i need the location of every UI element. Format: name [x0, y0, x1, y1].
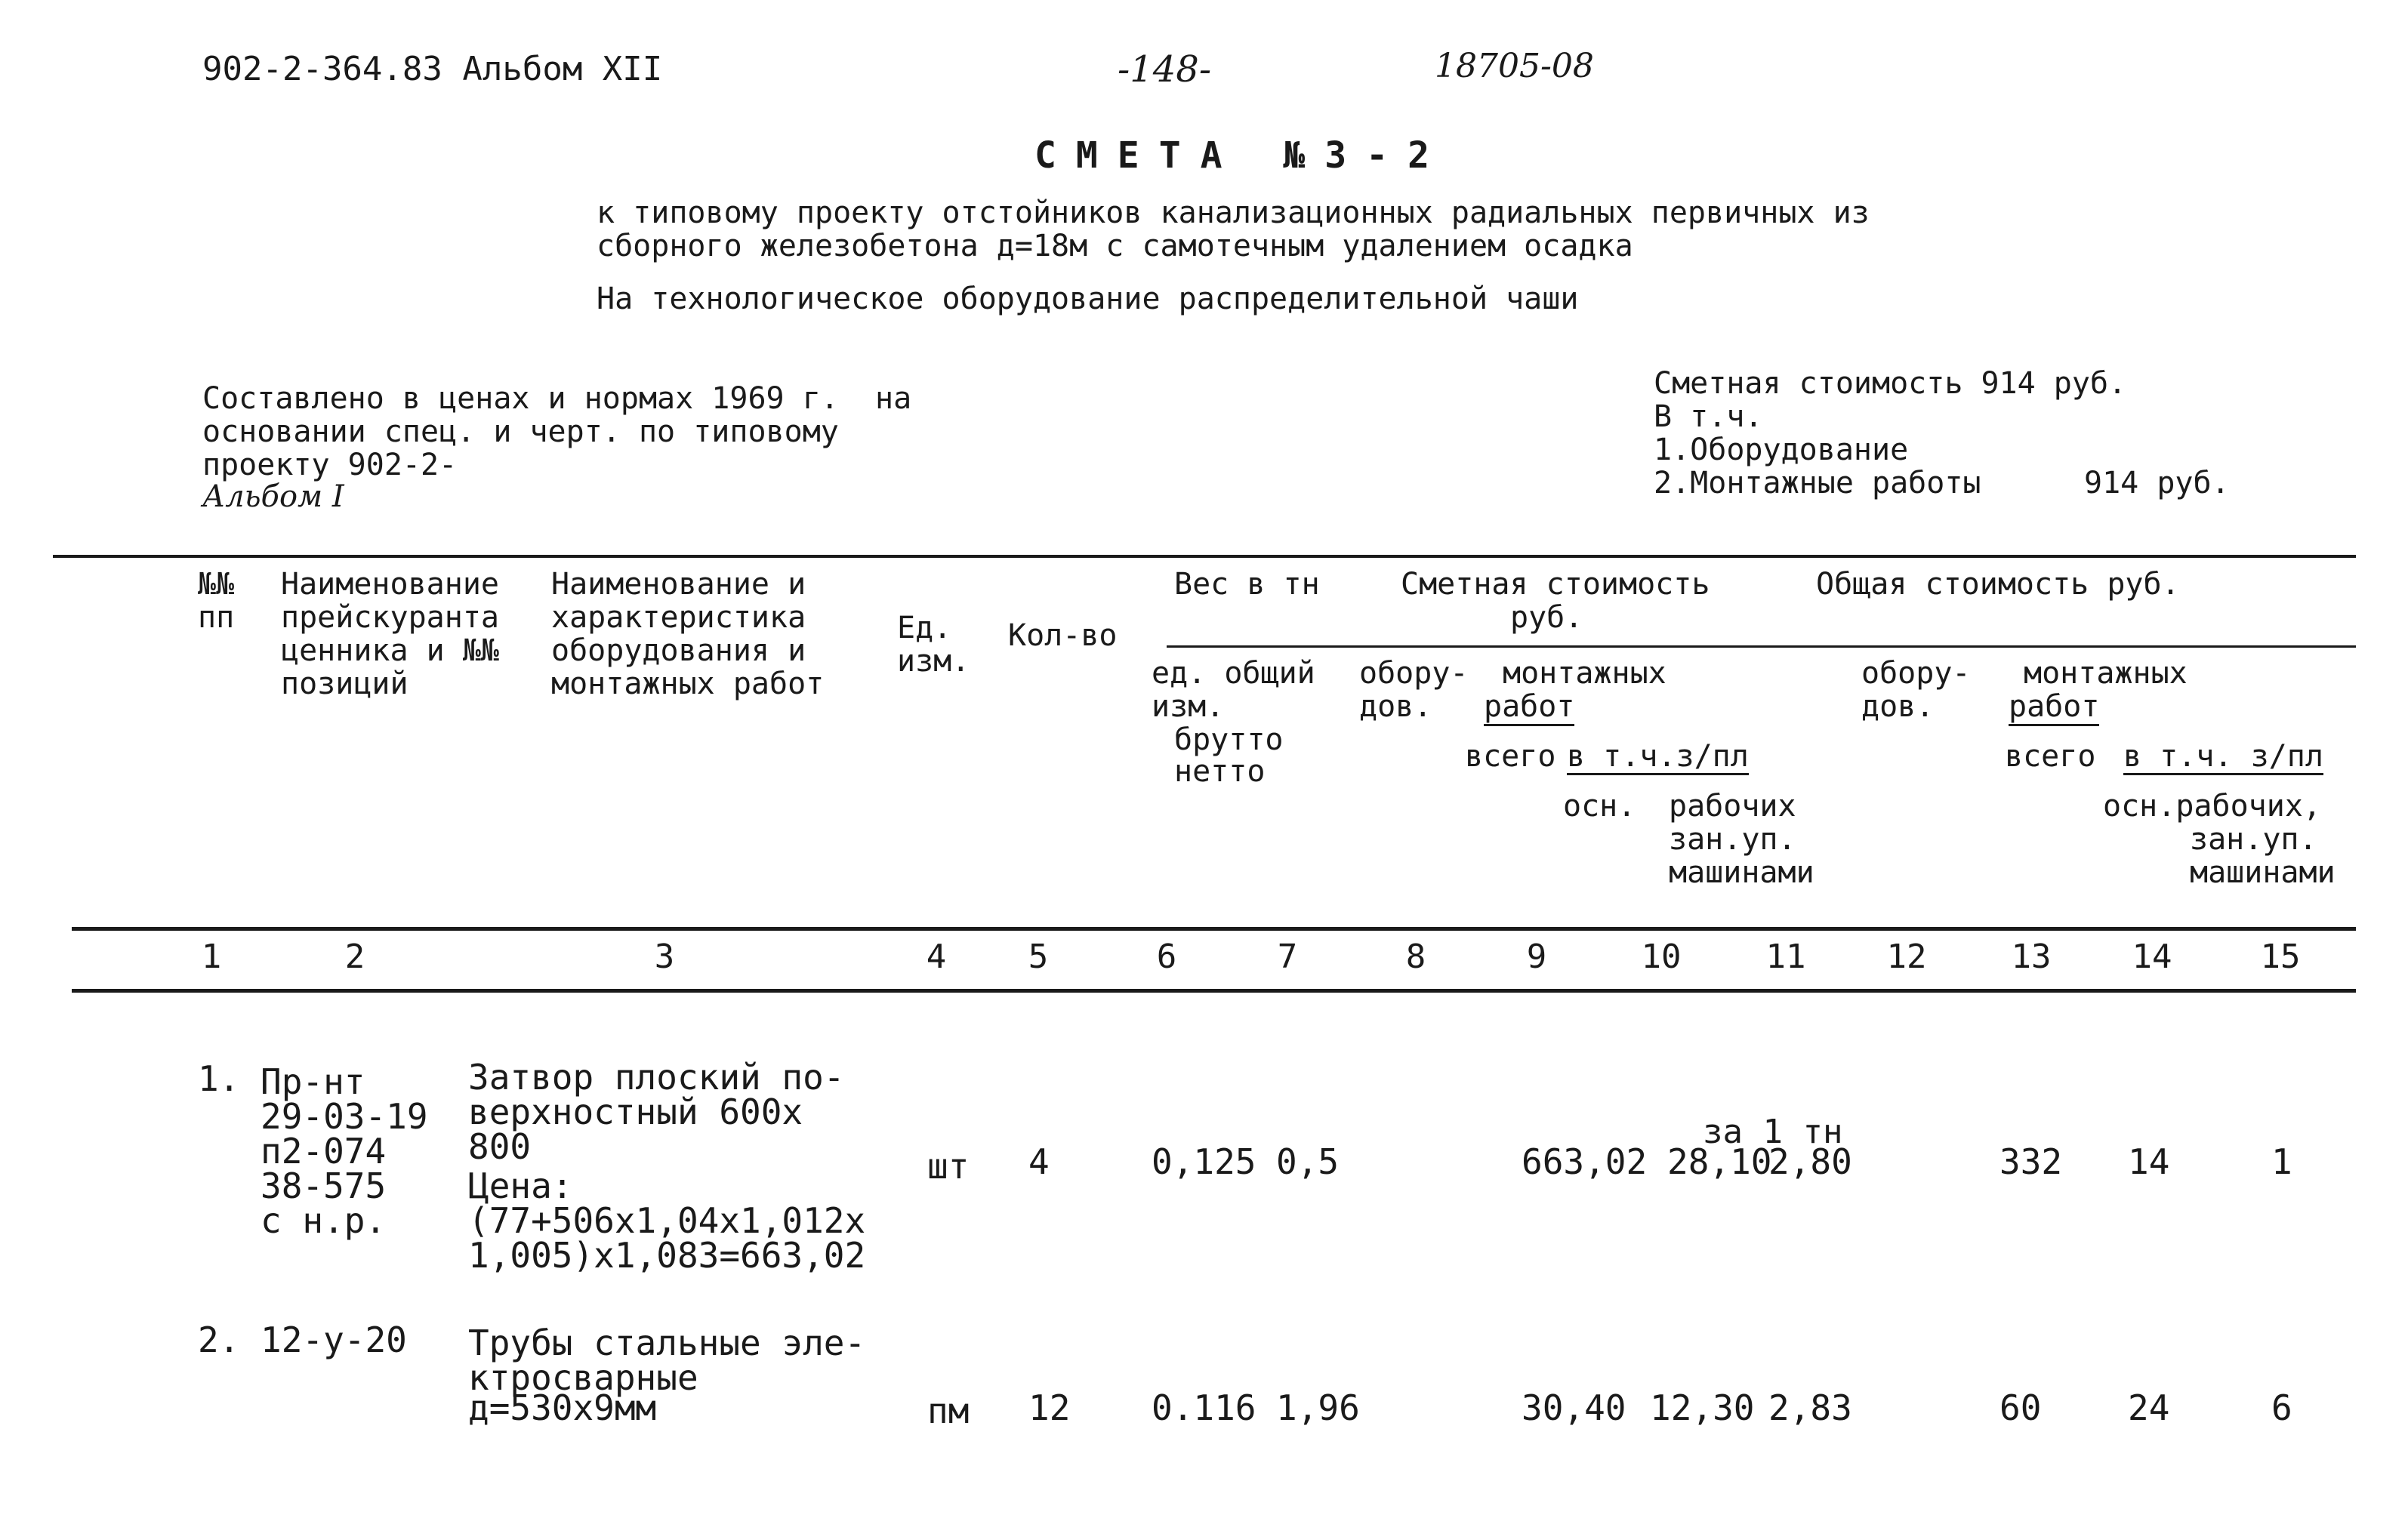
row1-name-4: Цена:: [468, 1166, 573, 1206]
cost-equipment: 1.Оборудование: [1654, 433, 1909, 467]
hdr-equip-a-1: обору-: [1359, 656, 1469, 691]
row2-weight-total: 1,96: [1276, 1387, 1360, 1428]
row2-name-3: д=530х9мм: [468, 1387, 657, 1428]
colnum-11: 11: [1765, 938, 1806, 976]
purpose-line: На технологическое оборудование распределительной чаши: [597, 282, 1579, 316]
hdr-incl-b: в т.ч. з/пл: [2123, 739, 2323, 774]
column-number-rule: [72, 989, 2356, 993]
document-number: 18705-08: [1435, 47, 1594, 85]
colnum-4: 4: [926, 938, 947, 976]
album-code: 902-2-364.83 Альбом XII: [202, 50, 663, 88]
row1-name-5: (77+506х1,04х1,012х: [468, 1200, 866, 1241]
row1-install-mach: 2,80: [1768, 1141, 1852, 1182]
cost-installation-label: 2.Монтажные работы: [1654, 466, 1981, 500]
row1-total-wage: 14: [2128, 1141, 2170, 1182]
hdr-pricelist-3: ценника и №№: [281, 633, 499, 668]
colnum-1: 1: [201, 938, 222, 976]
hdr-name-4: монтажных работ: [551, 667, 825, 701]
colnum-8: 8: [1405, 938, 1426, 976]
hdr-num-1: №№: [198, 567, 235, 602]
hdr-rab-a-2: зан.уп.: [1669, 822, 1796, 857]
hdr-weight-unit-2: изм.: [1152, 689, 1225, 724]
row2-total-mach: 6: [2271, 1387, 2292, 1428]
row2-install-wage: 12,30: [1650, 1387, 1755, 1428]
row2-total-all: 60: [1999, 1387, 2042, 1428]
hdr-cost-group-2: руб.: [1510, 600, 1583, 635]
hdr-name-2: характеристика: [551, 600, 806, 635]
hdr-incl-a: в т.ч.з/пл: [1567, 739, 1749, 774]
row1-num: 1.: [198, 1058, 240, 1099]
colnum-9: 9: [1526, 938, 1547, 976]
hdr-rab-a-3: машинами: [1669, 855, 1814, 890]
row1-total-mach: 1: [2271, 1141, 2292, 1182]
row1-name-3: 800: [468, 1126, 532, 1167]
hdr-vsego-b: всего: [2005, 739, 2096, 774]
colnum-14: 14: [2132, 938, 2172, 976]
subtitle-line-2: сборного железобетона д=18м с самотечным удалением осадка: [597, 229, 1633, 263]
colnum-15: 15: [2260, 938, 2301, 976]
cost-including: В т.ч.: [1654, 399, 1763, 434]
hdr-pricelist-1: Наименование: [281, 567, 499, 602]
row2-qty: 12: [1028, 1387, 1071, 1428]
row1-qty: 4: [1028, 1141, 1050, 1182]
hdr-weight-netto: нетто: [1174, 754, 1266, 789]
hdr-zan-b-2: машинами: [2190, 855, 2336, 890]
cost-installation-value: 914 руб.: [2084, 466, 2230, 500]
hdr-weight-unit-1: ед. общий: [1152, 656, 1315, 691]
hdr-install-b-2: [2009, 690, 2295, 723]
row1-pricelist-3: п2-074: [261, 1131, 387, 1172]
row1-install-total: 663,02: [1522, 1141, 1648, 1182]
hdr-num-2: пп: [198, 600, 235, 635]
hdr-install-a-1: монтажных: [1503, 656, 1666, 691]
row1-name-2: верхностный 600х: [468, 1092, 803, 1132]
row2-install-total: 30,40: [1522, 1387, 1626, 1428]
hdr-weight-brutto: брутто: [1174, 722, 1284, 757]
row1-pricelist-1: Пр-нт: [261, 1061, 365, 1102]
hdr-pricelist-2: прейскуранта: [281, 600, 499, 635]
hdr-name-3: оборудования и: [551, 633, 806, 668]
header-bottom-rule: [72, 927, 2356, 931]
basis-handwritten: Альбом I: [202, 479, 344, 514]
row2-num: 2.: [198, 1319, 240, 1360]
row2-total-wage: 24: [2128, 1387, 2170, 1428]
group-rule: [1167, 645, 2356, 648]
row2-weight-unit: 0.116: [1152, 1387, 1256, 1428]
basis-line-3: проекту 902-2-: [202, 448, 458, 482]
page-number: -148-: [1118, 48, 1212, 91]
cost-total: Сметная стоимость 914 руб.: [1654, 366, 2127, 401]
hdr-qty: Кол-во: [1008, 618, 1118, 653]
basis-line-1: Составлено в ценах и нормах 1969 г. на: [202, 381, 912, 416]
row2-pricelist-1: 12-у-20: [261, 1319, 407, 1360]
row1-weight-total: 0,5: [1276, 1141, 1340, 1182]
hdr-install-a-2: [1484, 690, 1759, 723]
hdr-vsego-a: всего: [1465, 739, 1556, 774]
hdr-rab-a-1: рабочих: [1669, 789, 1796, 824]
hdr-equip-b-2: дов.: [1861, 689, 1935, 724]
colnum-12: 12: [1886, 938, 1927, 976]
row1-name-6: 1,005)х1,083=663,02: [468, 1235, 866, 1276]
basis-line-2: основании спец. и черт. по типовому: [202, 414, 839, 449]
hdr-total-group: Общая стоимость руб.: [1816, 567, 2180, 602]
hdr-install-b-2-text: работ: [2009, 689, 2099, 726]
hdr-zan-b-1: зан.уп.: [2190, 822, 2317, 857]
row2-unit: пм: [927, 1390, 970, 1431]
row2-name-2: ктросварные: [468, 1357, 698, 1398]
row1-name-1: Затвор плоский по-: [468, 1057, 845, 1098]
row1-pricelist-5: с н.р.: [261, 1200, 387, 1241]
colnum-10: 10: [1641, 938, 1682, 976]
colnum-3: 3: [654, 938, 675, 976]
hdr-equip-b-1: обору-: [1861, 656, 1971, 691]
colnum-2: 2: [344, 938, 365, 976]
hdr-unit-2: изм.: [897, 644, 970, 679]
hdr-unit-1: Ед.: [897, 611, 952, 645]
estimate-title: СМЕТА №3-2: [1034, 134, 1449, 177]
hdr-pricelist-4: позиций: [281, 667, 409, 701]
colnum-7: 7: [1277, 938, 1298, 976]
colnum-6: 6: [1156, 938, 1177, 976]
row1-total-all: 332: [1999, 1141, 2063, 1182]
colnum-13: 13: [2011, 938, 2052, 976]
hdr-name-1: Наименование и: [551, 567, 806, 602]
hdr-equip-a-2: дов.: [1359, 689, 1432, 724]
hdr-install-b-1: монтажных: [2024, 656, 2188, 691]
hdr-weight-group: Вес в тн: [1174, 567, 1320, 602]
row2-name-1: Трубы стальные эле-: [468, 1323, 866, 1363]
colnum-5: 5: [1028, 938, 1049, 976]
table-top-rule: [53, 555, 2356, 558]
hdr-install-a-2-text: работ: [1484, 689, 1574, 726]
hdr-osn-a: осн.: [1563, 789, 1636, 824]
hdr-cost-group-1: Сметная стоимость: [1401, 567, 1710, 602]
row1-install-wage: 28,10: [1667, 1141, 1772, 1182]
row1-pricelist-4: 38-575: [261, 1166, 387, 1206]
row1-pricelist-2: 29-03-19: [261, 1096, 428, 1137]
row1-weight-unit: 0,125: [1152, 1141, 1256, 1182]
row1-unit: шт: [927, 1146, 970, 1187]
row1-note: за 1 тн: [1703, 1113, 1843, 1151]
row2-install-mach: 2,83: [1768, 1387, 1852, 1428]
hdr-osn-rab-b: осн.рабочих,: [2103, 789, 2321, 824]
subtitle-line-1: к типовому проекту отстойников канализационных радиальных первичных из: [597, 196, 1870, 230]
